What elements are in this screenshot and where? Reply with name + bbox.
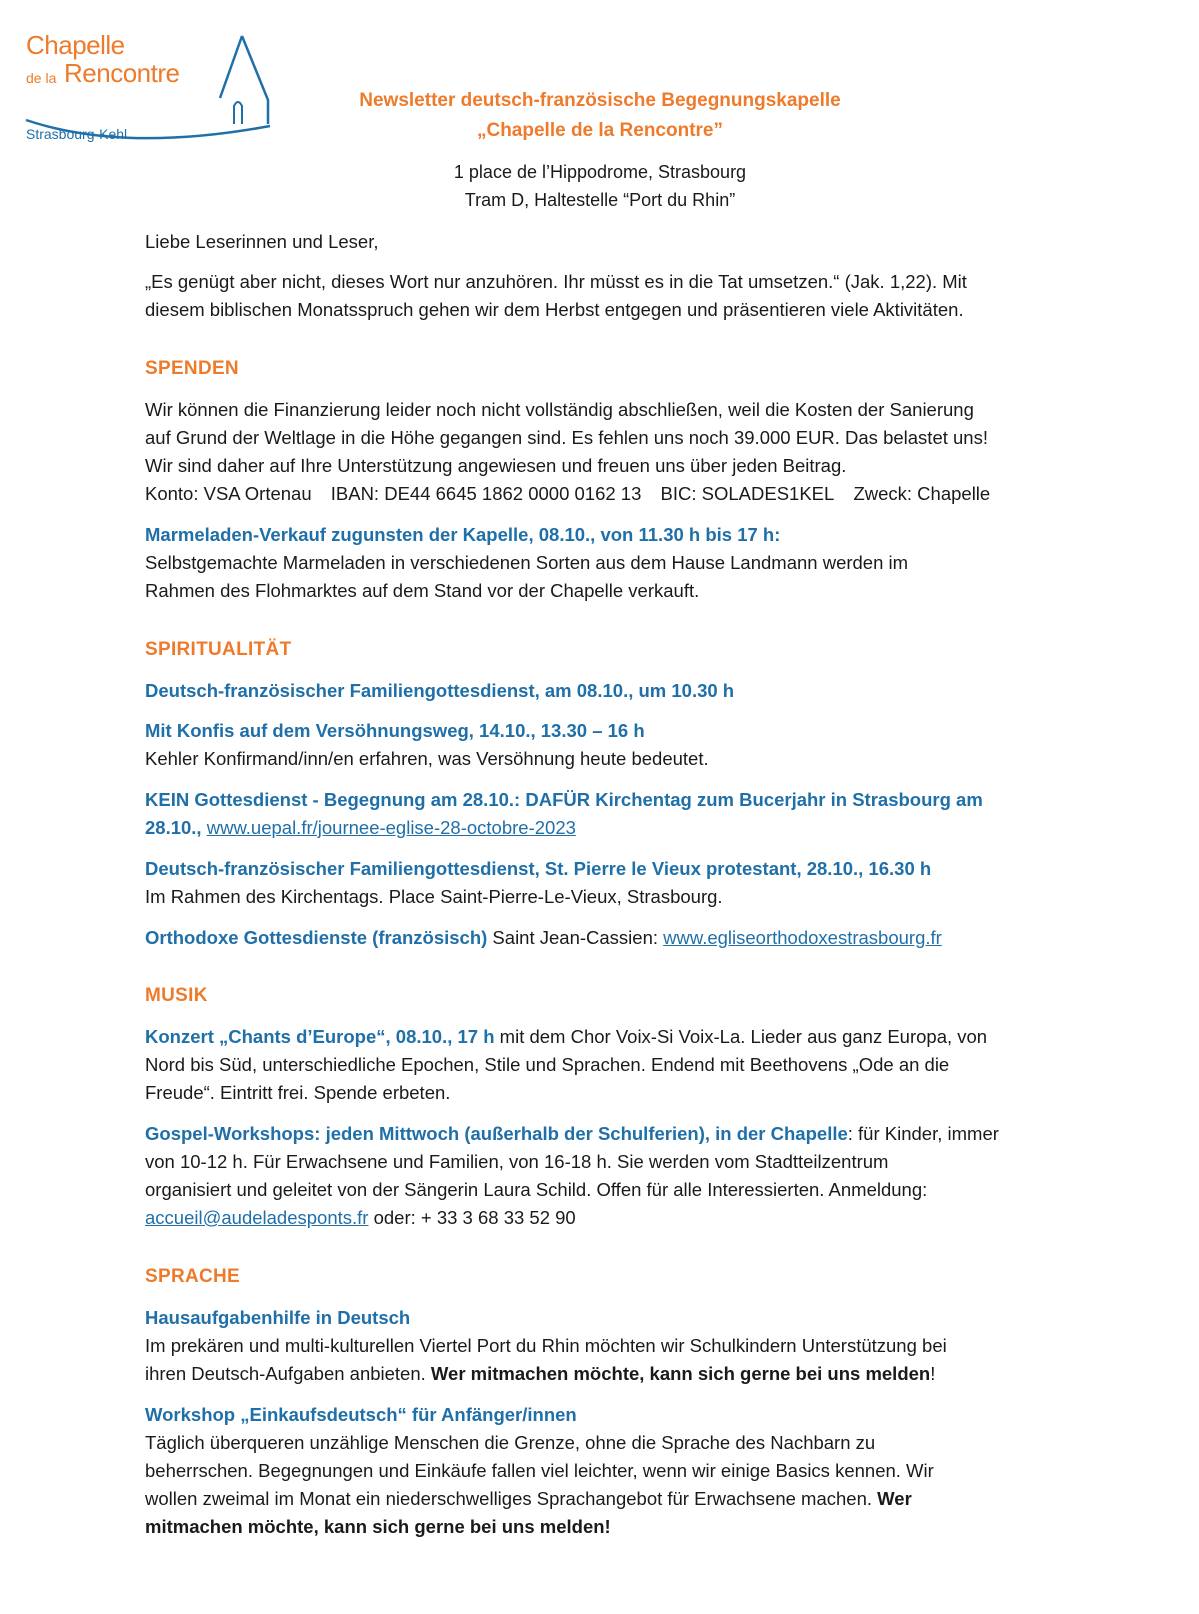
- address-line: 1 place de l’Hippodrome, Strasbourg: [453, 162, 747, 182]
- bank-bic: BIC: SOLADES1KEL: [660, 483, 835, 504]
- event-title-kirchentag-2: [145, 817, 576, 839]
- hausaufgaben-text-2: ihren Deutsch-Aufgaben anbieten.: [145, 1363, 431, 1384]
- einkaufsdeutsch-callout-end: mitmachen möchte, kann sich gerne bei uns melden!: [145, 1516, 611, 1537]
- event-title-hausaufgaben: Hausaufgabenhilfe in Deutsch: [145, 1307, 411, 1328]
- event-text-marmeladen-2: Rahmen des Flohmarktes auf dem Stand vor der Chapelle verkauft.: [145, 580, 700, 601]
- gospel-line-3: organisiert und geleitet von der Sängerin Laura Schild. Offen für alle Interessierten. Anmeldung:: [145, 1179, 928, 1200]
- logo-text-de-la: de la: [26, 70, 57, 86]
- hausaufgaben-line-1: Im prekären und multi-kulturellen Viertel Port du Rhin möchten wir Schulkindern Unterstützung bei: [145, 1335, 947, 1356]
- einkaufsdeutsch-callout-start: Wer: [877, 1488, 912, 1509]
- event-orthodox: [145, 927, 942, 949]
- logo-text-chapelle: Chapelle: [26, 30, 125, 60]
- hausaufgaben-line-2: [145, 1363, 935, 1385]
- gospel-email-link[interactable]: accueil@audeladesponts.fr: [145, 1207, 369, 1228]
- event-text-marmeladen-1: Selbstgemachte Marmeladen in verschiedenen Sorten aus dem Hause Landmann werden im: [145, 552, 909, 573]
- einkaufsdeutsch-line-3: [145, 1488, 912, 1510]
- logo-text-strasbourg-kehl: Strasbourg-Kehl: [26, 126, 128, 142]
- einkaufsdeutsch-text-3: wollen zweimal im Monat ein niederschwelliges Sprachangebot für Erwachsene machen.: [145, 1488, 878, 1509]
- logo-text-rencontre: Rencontre: [64, 58, 180, 88]
- section-heading-spiritualitaet: SPIRITUALITÄT: [145, 639, 292, 660]
- event-title-kirchentag-1: KEIN Gottesdienst - Begegnung am 28.10.: DAFÜR Kirchentag zum Bucerjahr in Strasbourg am: [145, 789, 983, 810]
- event-title-marmeladen: Marmeladen-Verkauf zugunsten der Kapelle, 08.10., von 11.30 h bis 17 h:: [145, 524, 781, 545]
- kirchentag-date: 28.10.,: [145, 817, 207, 838]
- gospel-phone: oder: + 33 3 68 33 52 90: [368, 1207, 576, 1228]
- event-text-st-pierre: Im Rahmen des Kirchentags. Place Saint-Pierre-Le-Vieux, Strasbourg.: [145, 886, 723, 907]
- chapelle-logo: [24, 28, 284, 148]
- section-heading-musik: MUSIK: [145, 985, 208, 1006]
- konzert-line-3: Freude“. Eintritt frei. Spende erbeten.: [145, 1082, 451, 1103]
- hausaufgaben-callout: Wer mitmachen möchte, kann sich gerne bei uns melden: [430, 1363, 931, 1384]
- spenden-line-1: Wir können die Finanzierung leider noch nicht vollständig abschließen, weil die Kosten der Sanierung: [145, 399, 974, 420]
- bank-purpose: Zweck: Chapelle: [853, 483, 991, 504]
- event-text-konfis: Kehler Konfirmand/inn/en erfahren, was Versöhnung heute bedeutet.: [145, 748, 709, 769]
- section-heading-sprache: SPRACHE: [145, 1266, 241, 1287]
- event-title-einkaufsdeutsch: Workshop „Einkaufsdeutsch“ für Anfänger/innen: [145, 1404, 577, 1425]
- event-text-orthodox: Saint Jean-Cassien:: [487, 927, 664, 948]
- einkaufsdeutsch-line-1: Täglich überqueren unzählige Menschen die Grenze, ohne die Sprache des Nachbarn zu: [145, 1432, 876, 1453]
- bank-account: Konto: VSA Ortenau: [145, 483, 312, 504]
- bank-iban: IBAN: DE44 6645 1862 0000 0162 13: [330, 483, 642, 504]
- gospel-text-1: : für Kinder, immer: [847, 1123, 999, 1144]
- konzert-line-2: Nord bis Süd, unterschiedliche Epochen, Stile und Sprachen. Endend mit Beethovens „Ode an die: [145, 1054, 950, 1075]
- spenden-line-3: Wir sind daher auf Ihre Unterstützung angewiesen und freuen uns über jeden Beitrag.: [145, 455, 847, 476]
- tram-line: Tram D, Haltestelle “Port du Rhin”: [464, 190, 736, 210]
- event-title-konfis: Mit Konfis auf dem Versöhnungsweg, 14.10., 13.30 – 16 h: [145, 720, 645, 741]
- event-title-orthodox: Orthodoxe Gottesdienste (französisch): [145, 927, 488, 948]
- bank-details: [145, 483, 990, 505]
- newsletter-title: Newsletter deutsch-französische Begegnungskapelle: [359, 90, 841, 111]
- event-title-familiengottesdienst: Deutsch-französischer Familiengottesdienst, am 08.10., um 10.30 h: [145, 680, 735, 701]
- gospel-line-1: [145, 1123, 999, 1145]
- event-title-konzert: Konzert „Chants d’Europe“, 08.10., 17 h: [145, 1026, 495, 1047]
- newsletter-subtitle: „Chapelle de la Rencontre”: [476, 120, 723, 141]
- einkaufsdeutsch-line-2: beherrschen. Begegnungen und Einkäufe fallen viel leichter, wenn wir einige Basics kennen. Wir: [145, 1460, 934, 1481]
- intro-line-1: „Es genügt aber nicht, dieses Wort nur anzuhören. Ihr müsst es in die Tat umsetzen.“ (Jak. 1,22). Mit: [145, 271, 967, 292]
- event-title-gospel: Gospel-Workshops: jeden Mittwoch (außerhalb der Schulferien), in der Chapelle: [145, 1123, 848, 1144]
- orthodox-link[interactable]: www.egliseorthodoxestrasbourg.fr: [663, 927, 942, 948]
- section-heading-spenden: SPENDEN: [145, 358, 239, 379]
- hausaufgaben-exclamation: !: [930, 1363, 936, 1384]
- konzert-line-1: [145, 1026, 987, 1048]
- event-title-st-pierre: Deutsch-französischer Familiengottesdienst, St. Pierre le Vieux protestant, 28.10., 16.30 h: [145, 858, 932, 879]
- spenden-line-2: auf Grund der Weltlage in die Höhe gegangen sind. Es fehlen uns noch 39.000 EUR. Das belastet uns!: [145, 427, 988, 448]
- konzert-text-1: mit dem Chor Voix-Si Voix-La. Lieder aus ganz Europa, von: [494, 1026, 988, 1047]
- intro-line-2: diesem biblischen Monatsspruch gehen wir dem Herbst entgegen und präsentieren viele Aktivitäten.: [145, 299, 964, 320]
- gospel-line-4: [145, 1207, 576, 1229]
- gospel-line-2: von 10-12 h. Für Erwachsene und Familien, von 16-18 h. Sie werden vom Stadtteilzentrum: [145, 1151, 889, 1172]
- uepal-link[interactable]: www.uepal.fr/journee-eglise-28-octobre-2023: [206, 817, 576, 838]
- greeting: Liebe Leserinnen und Leser,: [145, 231, 379, 252]
